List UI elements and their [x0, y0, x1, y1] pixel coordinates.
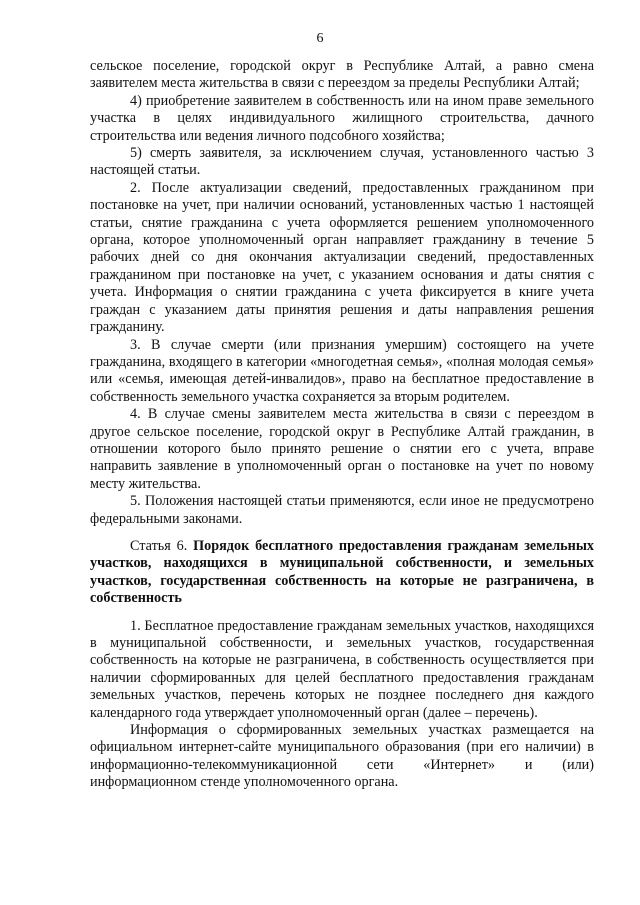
paragraph-part-5: 5. Положения настоящей статьи применяются, если иное не предусмотрено федеральными законами.	[90, 493, 594, 527]
paragraph-continuation: сельское поселение, городской округ в Республике Алтай, а равно смена заявителем места жительства в связи с переездом за пределы Республики Алтай;	[90, 58, 594, 92]
paragraph-item-4: 4) приобретение заявителем в собственность или на ином праве земельного участка в целях индивидуального жилищного строительства, дачного строительства или ведения личного подсобного хозяйства;	[90, 92, 594, 144]
paragraph-part-4: 4. В случае смены заявителем места жительства в связи с переездом в другое сельское поселение, городской округ в Республике Алтай гражданин, в отношении которого было принято решение о снятии его с учета, вправе направить заявление в уполномоченный орган о постановке на учет по новому месту жительства.	[90, 406, 594, 492]
article-heading	[90, 538, 594, 608]
article-paragraph-info: Информация о сформированных земельных участках размещается на официальном интернет-сайте муниципального образования (при его наличии) в информационно-телекоммуникационной сети «Интернет» и (или) информационном стенде уполномоченного органа.	[90, 722, 594, 791]
document-body	[90, 58, 594, 792]
article-label: Статья 6.	[130, 537, 188, 554]
paragraph-item-5: 5) смерть заявителя, за исключением случая, установленного частью 3 настоящей статьи.	[90, 145, 594, 179]
paragraph-part-2: 2. После актуализации сведений, предоставленных гражданином при постановке на учет, при наличии оснований, установленных частью 1 настоящей статьи, снятие гражданина с учета оформляется решением уполномоченного органа, которое уполномоченный орган направляет гражданину в течение 5 рабочих дней со дня окончания актуализации сведений, предоставленных гражданином при постановке на учет, с указанием основания и даты снятия с учета. Информация о снятии гражданина с учета фиксируется в книге учета граждан с указанием даты принятия решения и даты направления решения гражданину.	[90, 179, 594, 336]
article-title: Порядок бесплатного предоставления гражданам земельных участков, находящихся в муниципальной собственности, и земельных участков, государственная собственность на которые не разграничена, в собственность	[90, 537, 594, 607]
article-paragraph-1: 1. Бесплатное предоставление гражданам земельных участков, находящихся в муниципальной собственности, и земельных участков, государственная собственность на которые не разграничена, в собственность осуществляется при наличии сформированных для целей бесплатного предоставления гражданам земельных участков, перечень которых не позднее последнего дня каждого календарного года утверждает уполномоченный орган (далее – перечень).	[90, 617, 594, 721]
paragraph-part-3: 3. В случае смерти (или признания умершим) состоящего на учете гражданина, входящего в категории «многодетная семья», «полная молодая семья» или «семья, имеющая детей-инвалидов», право на бесплатное предоставление в собственность земельного участка сохраняется за вторым родителем.	[90, 336, 594, 405]
page-number: 6	[316, 31, 324, 46]
